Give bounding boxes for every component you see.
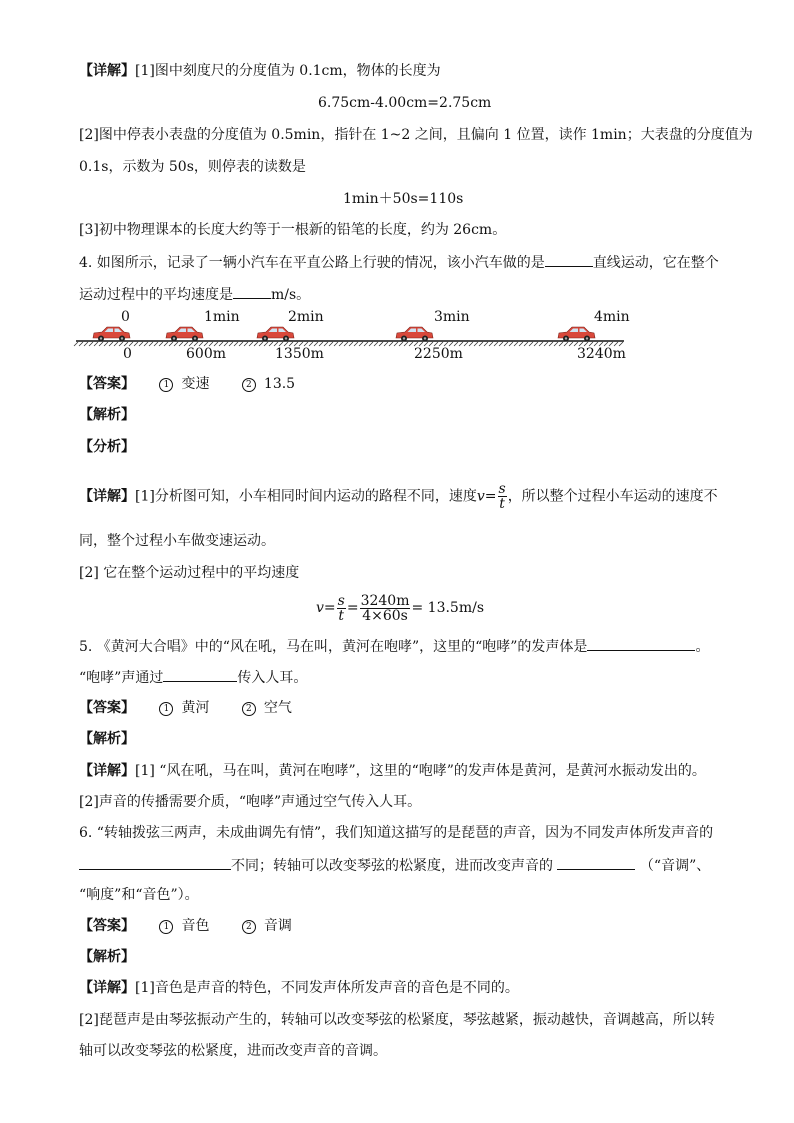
detail-text: [1]分析图可知，小车相同时间内运动的路程不同，速度	[135, 488, 477, 505]
question-5-detail-2: [2]声音的传播需要介质，“咆哮”声通过空气传入人耳。	[79, 794, 422, 810]
question-4-line-1	[79, 252, 719, 273]
answer-2: 音调	[263, 918, 292, 934]
answer-2: 空气	[263, 700, 292, 716]
fraction-denominator: t	[338, 607, 345, 624]
answer-blank	[557, 855, 635, 870]
question-4-line-2	[79, 284, 310, 305]
fraction-values	[360, 594, 411, 623]
equals-sign: =	[346, 600, 359, 616]
fraction-numerator: s	[337, 592, 345, 609]
fraction-denominator: 4×60s	[362, 607, 408, 624]
time-label: 3min	[434, 309, 470, 325]
answer-1: 音色	[181, 918, 210, 934]
answer-blank	[163, 667, 237, 682]
detail-tag: 【详解】	[79, 63, 135, 79]
car-icon	[396, 327, 433, 342]
answer-tag: 【答案】	[79, 918, 135, 934]
question-6-line-1: 6. “转轴拨弦三两声，未成曲调先有情”，我们知道这描写的是琵琶的声音，因为不同发声体所发声音的	[79, 825, 714, 841]
time-labels	[121, 309, 630, 325]
question-6-text-b: （“音调”、	[639, 858, 711, 874]
detail-paragraph	[79, 61, 441, 81]
car-icon	[93, 327, 130, 342]
question-5-detail-1	[79, 761, 706, 781]
question-5-text-b: 。	[695, 639, 710, 655]
time-label: 0	[121, 309, 130, 325]
fraction-denominator: t	[499, 496, 505, 512]
detail-text-tail: ，所以整个过程小车运动的速度不	[507, 488, 718, 505]
equals-sign: =	[484, 488, 497, 505]
detail-paragraph-2b: 0.1s，示数为 50s，则停表的读数是	[79, 159, 306, 175]
question-5-text-c: “咆哮”声通过	[79, 670, 164, 686]
question-4-text-d: m/s。	[271, 287, 311, 303]
average-speed-formula	[316, 590, 484, 626]
answer-line	[79, 698, 292, 718]
question-4-text-b: 直线运动，它在整个	[592, 255, 719, 271]
answer-line	[79, 916, 292, 936]
answer-1: 变速	[181, 376, 210, 392]
circled-number: 1	[159, 920, 173, 934]
distance-label: 3240m	[577, 346, 626, 362]
time-label: 1min	[204, 309, 240, 325]
question-5-line-2	[79, 667, 307, 688]
answer-blank	[545, 252, 593, 267]
car-icon	[257, 327, 294, 342]
answer-tag: 【答案】	[79, 376, 135, 392]
answer-2: 13.5	[263, 376, 296, 392]
equals-sign: =	[323, 600, 336, 616]
question-5-text-d: 传入人耳。	[237, 670, 308, 686]
distance-label: 0	[123, 346, 132, 362]
question-6-detail-2a: [2]琵琶声是由琴弦振动产生的，转轴可以改变琴弦的松紧度，琴弦越紧，振动越快，音调越高，所以转	[79, 1012, 715, 1028]
question-5-line-1	[79, 636, 709, 657]
detail-text: [1] “风在吼，马在叫，黄河在咆哮”，这里的“咆哮”的发声体是黄河，是黄河水振动发出的。	[135, 763, 706, 779]
distance-label: 600m	[186, 346, 226, 362]
detail-tag: 【详解】	[79, 763, 135, 779]
question-4-text-c: 运动过程中的平均速度是	[79, 287, 233, 303]
answer-tag: 【答案】	[79, 700, 135, 716]
circled-number: 2	[242, 920, 256, 934]
circled-number: 2	[242, 378, 256, 392]
question-6-detail-1	[79, 978, 519, 998]
circled-number: 2	[242, 702, 256, 716]
circled-number: 1	[159, 702, 173, 716]
symbol-v: v	[476, 488, 485, 505]
time-label: 4min	[594, 309, 630, 325]
car-icon	[166, 327, 203, 342]
fraction-s-over-t	[337, 594, 346, 623]
answer-blank	[79, 855, 231, 870]
detail-tag: 【详解】	[79, 488, 135, 505]
detail-text: [1]图中刻度尺的分度值为 0.1cm，物体的长度为	[135, 63, 441, 79]
cars	[93, 327, 595, 342]
question-6-text-a: 不同；转轴可以改变琴弦的松紧度，进而改变声音的	[231, 858, 553, 874]
detail-tag: 【详解】	[79, 980, 135, 996]
distance-label: 2250m	[414, 346, 463, 362]
answer-blank	[233, 284, 271, 299]
question-6-detail-2b: 轴可以改变琴弦的松紧度，进而改变声音的音调。	[79, 1043, 387, 1059]
formula-result: = 13.5m/s	[411, 600, 485, 616]
circled-number: 1	[159, 378, 173, 392]
question-4-detail-2: [2] 它在整个运动过程中的平均速度	[79, 565, 300, 581]
car-icon	[558, 327, 595, 342]
car-motion-diagram	[72, 304, 632, 370]
answer-blank	[587, 636, 695, 651]
question-5-text-a: 5. 《黄河大合唱》中的“风在吼，马在叫，黄河在咆哮”，这里的“咆哮”的发声体是	[79, 639, 588, 655]
question-4-detail-1b: 同，整个过程小车做变速运动。	[79, 533, 275, 549]
road	[74, 341, 624, 346]
detail-text: [1]音色是声音的特色，不同发声体所发声音的音色是不同的。	[135, 980, 519, 996]
fenxi-heading: 【分析】	[79, 439, 135, 455]
question-4-detail-1	[79, 482, 718, 511]
question-4-text-a: 4. 如图所示，记录了一辆小汽车在平直公路上行驶的情况，该小汽车做的是	[79, 255, 545, 271]
fraction-numerator: s	[498, 481, 506, 497]
symbol-v: v	[316, 600, 324, 616]
answer-1: 黄河	[181, 700, 210, 716]
equation-stopwatch: 1min＋50s=110s	[343, 191, 464, 207]
distance-label: 1350m	[275, 346, 324, 362]
distance-labels	[123, 346, 626, 362]
detail-paragraph-3: [3]初中物理课本的长度大约等于一根新的铅笔的长度，约为 26cm。	[79, 222, 507, 238]
detail-paragraph-2a: [2]图中停表小表盘的分度值为 0.5min，指针在 1~2 之间，且偏向 1 位置，读作 1min；大表盘的分度值为	[79, 127, 753, 143]
jiexi-heading: 【解析】	[79, 407, 135, 423]
time-label: 2min	[288, 309, 324, 325]
question-6-line-2	[79, 855, 710, 876]
equation-length: 6.75cm-4.00cm=2.75cm	[318, 95, 492, 111]
fraction-numerator: 3240m	[360, 592, 410, 609]
fraction-s-over-t	[498, 482, 507, 511]
question-6-line-3: “响度”和“音色”）。	[79, 887, 199, 903]
answer-line	[79, 374, 295, 394]
jiexi-heading: 【解析】	[79, 731, 135, 747]
jiexi-heading: 【解析】	[79, 949, 135, 965]
